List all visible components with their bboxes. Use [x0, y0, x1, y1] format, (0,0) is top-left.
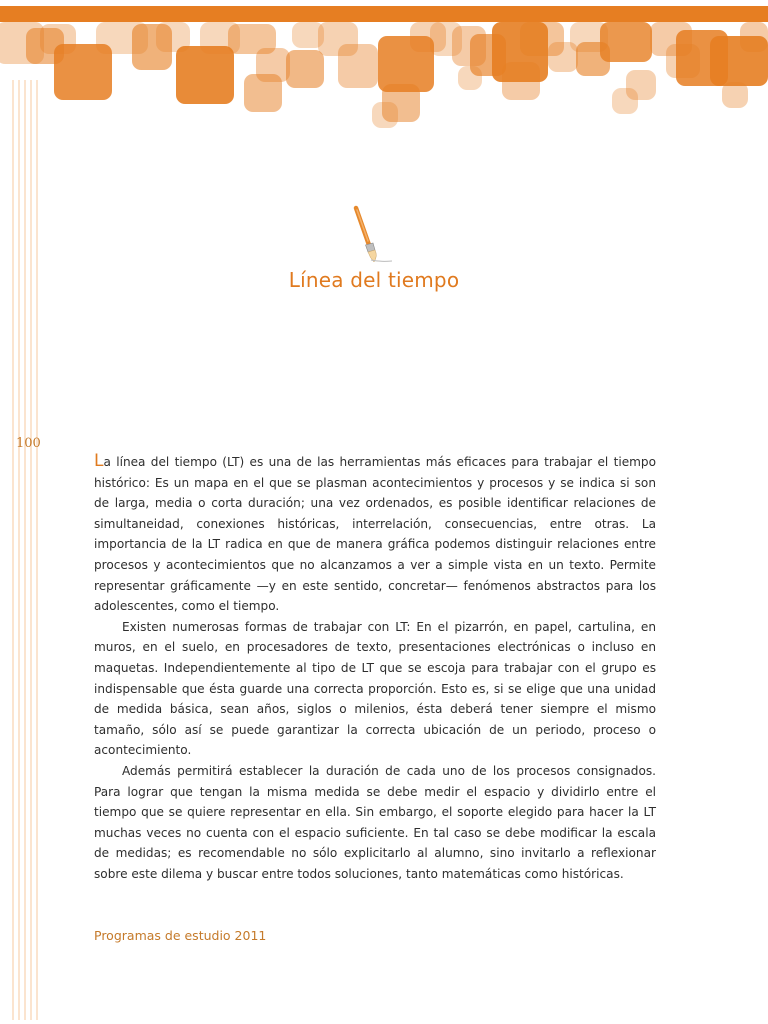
drop-cap: L: [94, 451, 104, 471]
header-band: [0, 6, 768, 22]
side-stripe: [24, 80, 26, 1020]
decor-square: [650, 22, 692, 56]
decor-square: [458, 66, 482, 90]
footer-label: Programas de estudio 2011: [94, 928, 267, 943]
decor-square: [286, 50, 324, 88]
side-stripe: [12, 80, 14, 1020]
decor-square: [176, 46, 234, 104]
main-text: [94, 452, 656, 884]
side-stripe: [30, 80, 32, 1020]
header-decoration: [0, 0, 768, 140]
decor-square: [378, 36, 434, 92]
paragraph-3: Además permitirá establecer la duración de cada uno de los procesos consignados. Para lograr que tengan la misma medida se debe medir el espacio y dividirlo entre el tiempo que se quiere representar en ella. Sin embargo, el soporte elegido para hacer la LT muchas veces no cuenta con el espacio suficiente. En tal caso se debe modificar la escala de medidas; es recomendable no sólo explicitarlo al alumno, sino invitarlo a reflexionar sobre este dilema y buscar entre todos soluciones, tanto matemáticas como históricas.: [94, 763, 656, 881]
side-stripes: [8, 80, 48, 1020]
decor-square: [318, 22, 358, 56]
decor-square: [244, 74, 282, 112]
decor-square: [612, 88, 638, 114]
paintbrush-icon: [350, 205, 396, 267]
page-title: Línea del tiempo: [288, 268, 460, 292]
paragraph-1-text: a línea del tiempo (LT) es una de las herramientas más eficaces para trabajar el tiempo histórico: Es un mapa en el que se plasman acontecimientos y procesos y se indica si son de larga, media o corta duración; una vez ordenados, es posible identificar relaciones de simultaneidad, conexiones históricas, interrelación, consecuencias, entre otras. La importancia de la LT radica en que de manera gráfica podemos distinguir relaciones entre procesos y acontecimientos que no alcanzamos a ver a simple vista en un texto. Permite representar gráficamente —y en este sentido, concretar— fenómenos abstractos para los adolescentes, como el tiempo.: [94, 455, 656, 614]
paragraph-1: [94, 452, 656, 617]
side-stripe: [36, 80, 38, 1020]
page-number: 100: [16, 436, 41, 451]
side-stripe: [18, 80, 20, 1020]
paragraph-2: Existen numerosas formas de trabajar con LT: En el pizarrón, en papel, cartulina, en muros, en el suelo, en procesadores de texto, presentaciones electrónicas o incluso en maquetas. Independientemente al tipo de LT que se escoja para trabajar con el grupo es indispensable que ésta guarde una correcta proporción. Esto es, si se elige que una unidad de medida básica, sean años, siglos o milenios, ésta deberá tener siempre el mismo tamaño, sólo así se puede garantizar la correcta ubicación de un periodo, proceso o acontecimiento.: [94, 619, 656, 758]
decor-square: [0, 22, 44, 64]
decor-square: [292, 22, 324, 48]
